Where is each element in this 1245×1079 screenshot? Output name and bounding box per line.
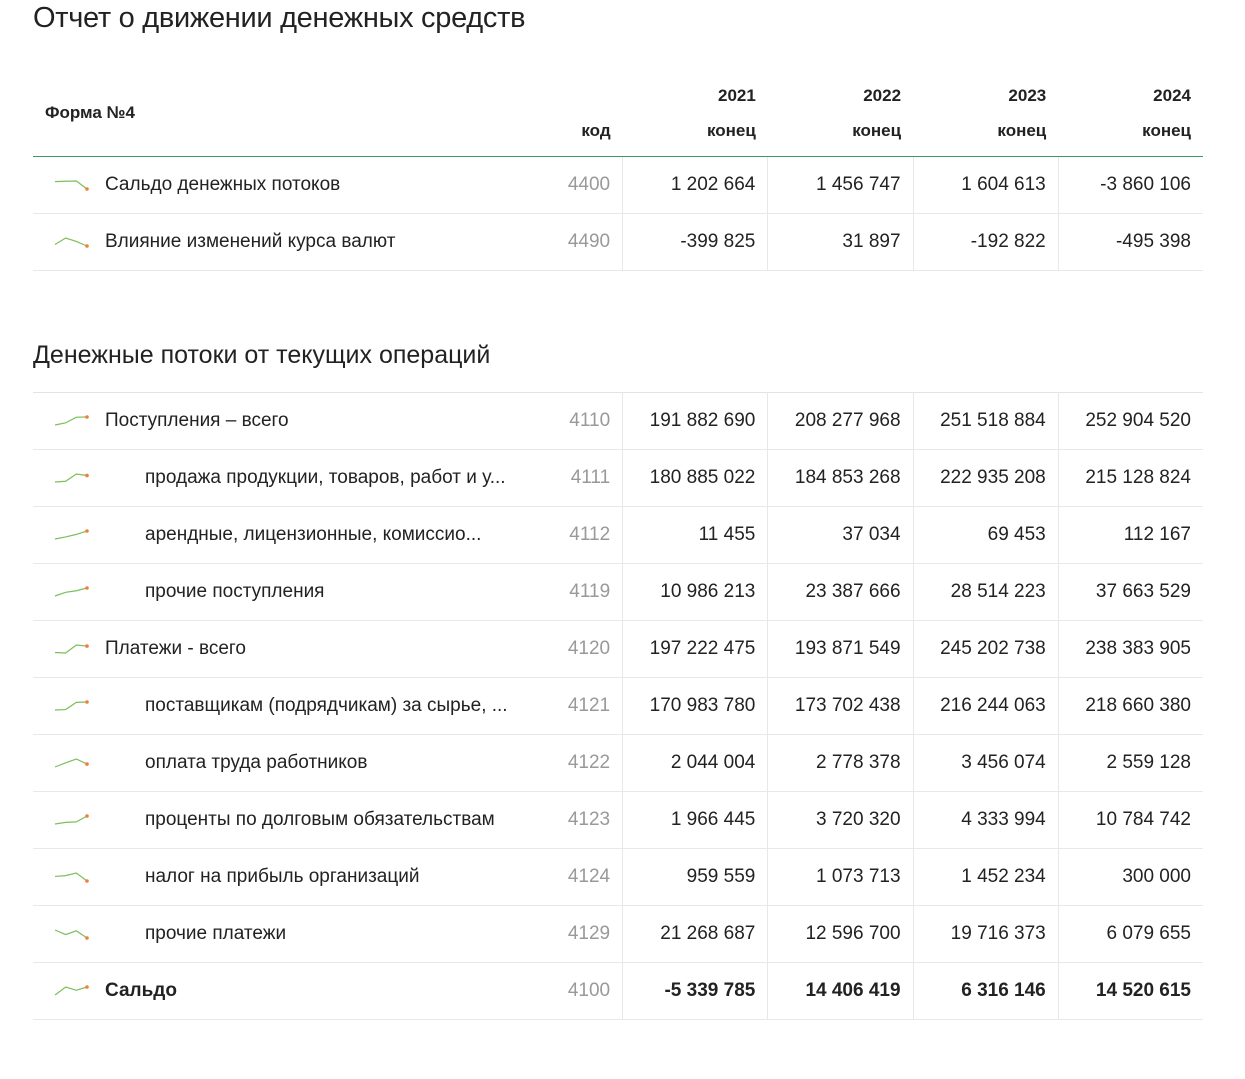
row-value: 191 882 690	[623, 393, 768, 450]
row-label: продажа продукции, товаров, работ и у...	[145, 467, 506, 488]
operations-table	[33, 392, 1203, 1020]
row-label-cell	[33, 792, 556, 849]
row-value: 2 559 128	[1058, 735, 1203, 792]
period-header: конец	[623, 106, 768, 157]
row-code: 4400	[556, 157, 623, 214]
row-code: 4124	[556, 849, 623, 906]
period-header: конец	[913, 106, 1058, 157]
row-value: 31 897	[768, 214, 913, 271]
row-value: 2 044 004	[623, 735, 768, 792]
sparkline-icon	[53, 700, 89, 712]
row-label: прочие платежи	[145, 923, 287, 944]
row-label-cell	[33, 678, 556, 735]
row-value: 251 518 884	[913, 393, 1058, 450]
table-row[interactable]	[33, 393, 1203, 450]
table-row[interactable]	[33, 214, 1203, 271]
row-value: 23 387 666	[768, 564, 913, 621]
year-header: 2023	[1008, 86, 1047, 105]
row-value: 28 514 223	[913, 564, 1058, 621]
row-value: 1 966 445	[623, 792, 768, 849]
sparkline-icon	[53, 529, 89, 541]
row-value: 184 853 268	[768, 450, 913, 507]
row-label-cell	[33, 849, 556, 906]
row-value: 218 660 380	[1058, 678, 1203, 735]
form-label: Форма №4	[33, 70, 556, 157]
row-value: -5 339 785	[623, 963, 768, 1020]
row-code: 4122	[556, 735, 623, 792]
sparkline-icon	[53, 871, 89, 883]
row-value: 19 716 373	[913, 906, 1058, 963]
row-value: 4 333 994	[913, 792, 1058, 849]
row-value: 1 456 747	[768, 157, 913, 214]
sparkline-icon	[53, 236, 89, 248]
row-label-cell	[33, 621, 556, 678]
row-value: 252 904 520	[1058, 393, 1203, 450]
table-row[interactable]	[33, 963, 1203, 1020]
table-row[interactable]	[33, 507, 1203, 564]
table-row[interactable]	[33, 450, 1203, 507]
year-header: 2024	[1153, 86, 1191, 105]
sparkline-icon	[53, 757, 89, 769]
sparkline-icon	[53, 179, 89, 191]
row-label-cell	[33, 963, 556, 1020]
row-value: 69 453	[913, 507, 1058, 564]
row-value: 170 983 780	[623, 678, 768, 735]
row-label-cell	[33, 393, 556, 450]
row-label: Сальдо денежных потоков	[105, 174, 341, 195]
row-label: Платежи - всего	[105, 638, 246, 659]
row-code: 4112	[556, 507, 623, 564]
row-value: 216 244 063	[913, 678, 1058, 735]
row-value: 112 167	[1058, 507, 1203, 564]
year-header: 2021	[718, 86, 756, 105]
period-header: конец	[1058, 106, 1203, 157]
row-label: оплата труда работников	[145, 752, 368, 773]
row-value: 959 559	[623, 849, 768, 906]
row-value: 193 871 549	[768, 621, 913, 678]
row-value: 6 079 655	[1058, 906, 1203, 963]
row-code: 4490	[556, 214, 623, 271]
row-value: 2 778 378	[768, 735, 913, 792]
row-value: 6 316 146	[913, 963, 1058, 1020]
row-label-cell	[33, 735, 556, 792]
row-value: 10 986 213	[623, 564, 768, 621]
row-code: 4111	[556, 450, 623, 507]
page-title: Отчет о движении денежных средств	[33, 2, 526, 34]
sparkline-icon	[53, 415, 89, 427]
section-title: Денежные потоки от текущих операций	[33, 341, 491, 369]
row-value: 197 222 475	[623, 621, 768, 678]
row-label-cell	[33, 507, 556, 564]
row-value: 300 000	[1058, 849, 1203, 906]
row-label: Влияние изменений курса валют	[105, 231, 396, 252]
row-label: налог на прибыль организаций	[145, 866, 420, 887]
row-code: 4100	[556, 963, 623, 1020]
row-value: 10 784 742	[1058, 792, 1203, 849]
row-value: -192 822	[913, 214, 1058, 271]
row-value: 3 720 320	[768, 792, 913, 849]
row-value: -3 860 106	[1058, 157, 1203, 214]
row-value: 180 885 022	[623, 450, 768, 507]
row-value: 1 452 234	[913, 849, 1058, 906]
row-value: 3 456 074	[913, 735, 1058, 792]
row-value: 37 663 529	[1058, 564, 1203, 621]
sparkline-icon	[53, 814, 89, 826]
row-value: 238 383 905	[1058, 621, 1203, 678]
row-value: 245 202 738	[913, 621, 1058, 678]
table-row[interactable]	[33, 735, 1203, 792]
row-value: 21 268 687	[623, 906, 768, 963]
row-value: 14 406 419	[768, 963, 913, 1020]
table-row[interactable]	[33, 849, 1203, 906]
year-header: 2022	[863, 86, 902, 105]
row-label: поставщикам (подрядчикам) за сырье, ...	[145, 695, 508, 716]
table-row[interactable]	[33, 564, 1203, 621]
sparkline-icon	[53, 586, 89, 598]
row-label: Сальдо	[105, 980, 177, 1001]
row-code: 4119	[556, 564, 623, 621]
row-label-cell	[33, 564, 556, 621]
row-code: 4123	[556, 792, 623, 849]
row-code: 4129	[556, 906, 623, 963]
row-label: арендные, лицензионные, комиссио...	[145, 524, 482, 545]
row-label-cell	[33, 214, 556, 271]
row-value: -399 825	[623, 214, 768, 271]
sparkline-icon	[53, 985, 89, 997]
row-label: проценты по долговым обязательствам	[145, 809, 495, 830]
row-label: прочие поступления	[145, 581, 325, 602]
table-row[interactable]	[33, 792, 1203, 849]
row-value: 1 073 713	[768, 849, 913, 906]
row-value: 222 935 208	[913, 450, 1058, 507]
table-row[interactable]	[33, 906, 1203, 963]
row-label: Поступления – всего	[105, 410, 289, 431]
row-value: 12 596 700	[768, 906, 913, 963]
row-value: 1 202 664	[623, 157, 768, 214]
row-code: 4110	[556, 393, 623, 450]
table-row[interactable]	[33, 157, 1203, 214]
row-value: 37 034	[768, 507, 913, 564]
summary-table	[33, 70, 1203, 271]
table-row[interactable]	[33, 678, 1203, 735]
row-label-cell	[33, 450, 556, 507]
row-value: 14 520 615	[1058, 963, 1203, 1020]
row-value: 173 702 438	[768, 678, 913, 735]
code-header: код	[556, 106, 623, 157]
row-label-cell	[33, 906, 556, 963]
sparkline-icon	[53, 928, 89, 940]
row-code: 4120	[556, 621, 623, 678]
row-value: -495 398	[1058, 214, 1203, 271]
row-value: 215 128 824	[1058, 450, 1203, 507]
table-row[interactable]	[33, 621, 1203, 678]
row-label-cell	[33, 157, 556, 214]
row-code: 4121	[556, 678, 623, 735]
sparkline-icon	[53, 643, 89, 655]
row-value: 11 455	[623, 507, 768, 564]
sparkline-icon	[53, 472, 89, 484]
row-value: 1 604 613	[913, 157, 1058, 214]
period-header: конец	[768, 106, 913, 157]
row-value: 208 277 968	[768, 393, 913, 450]
